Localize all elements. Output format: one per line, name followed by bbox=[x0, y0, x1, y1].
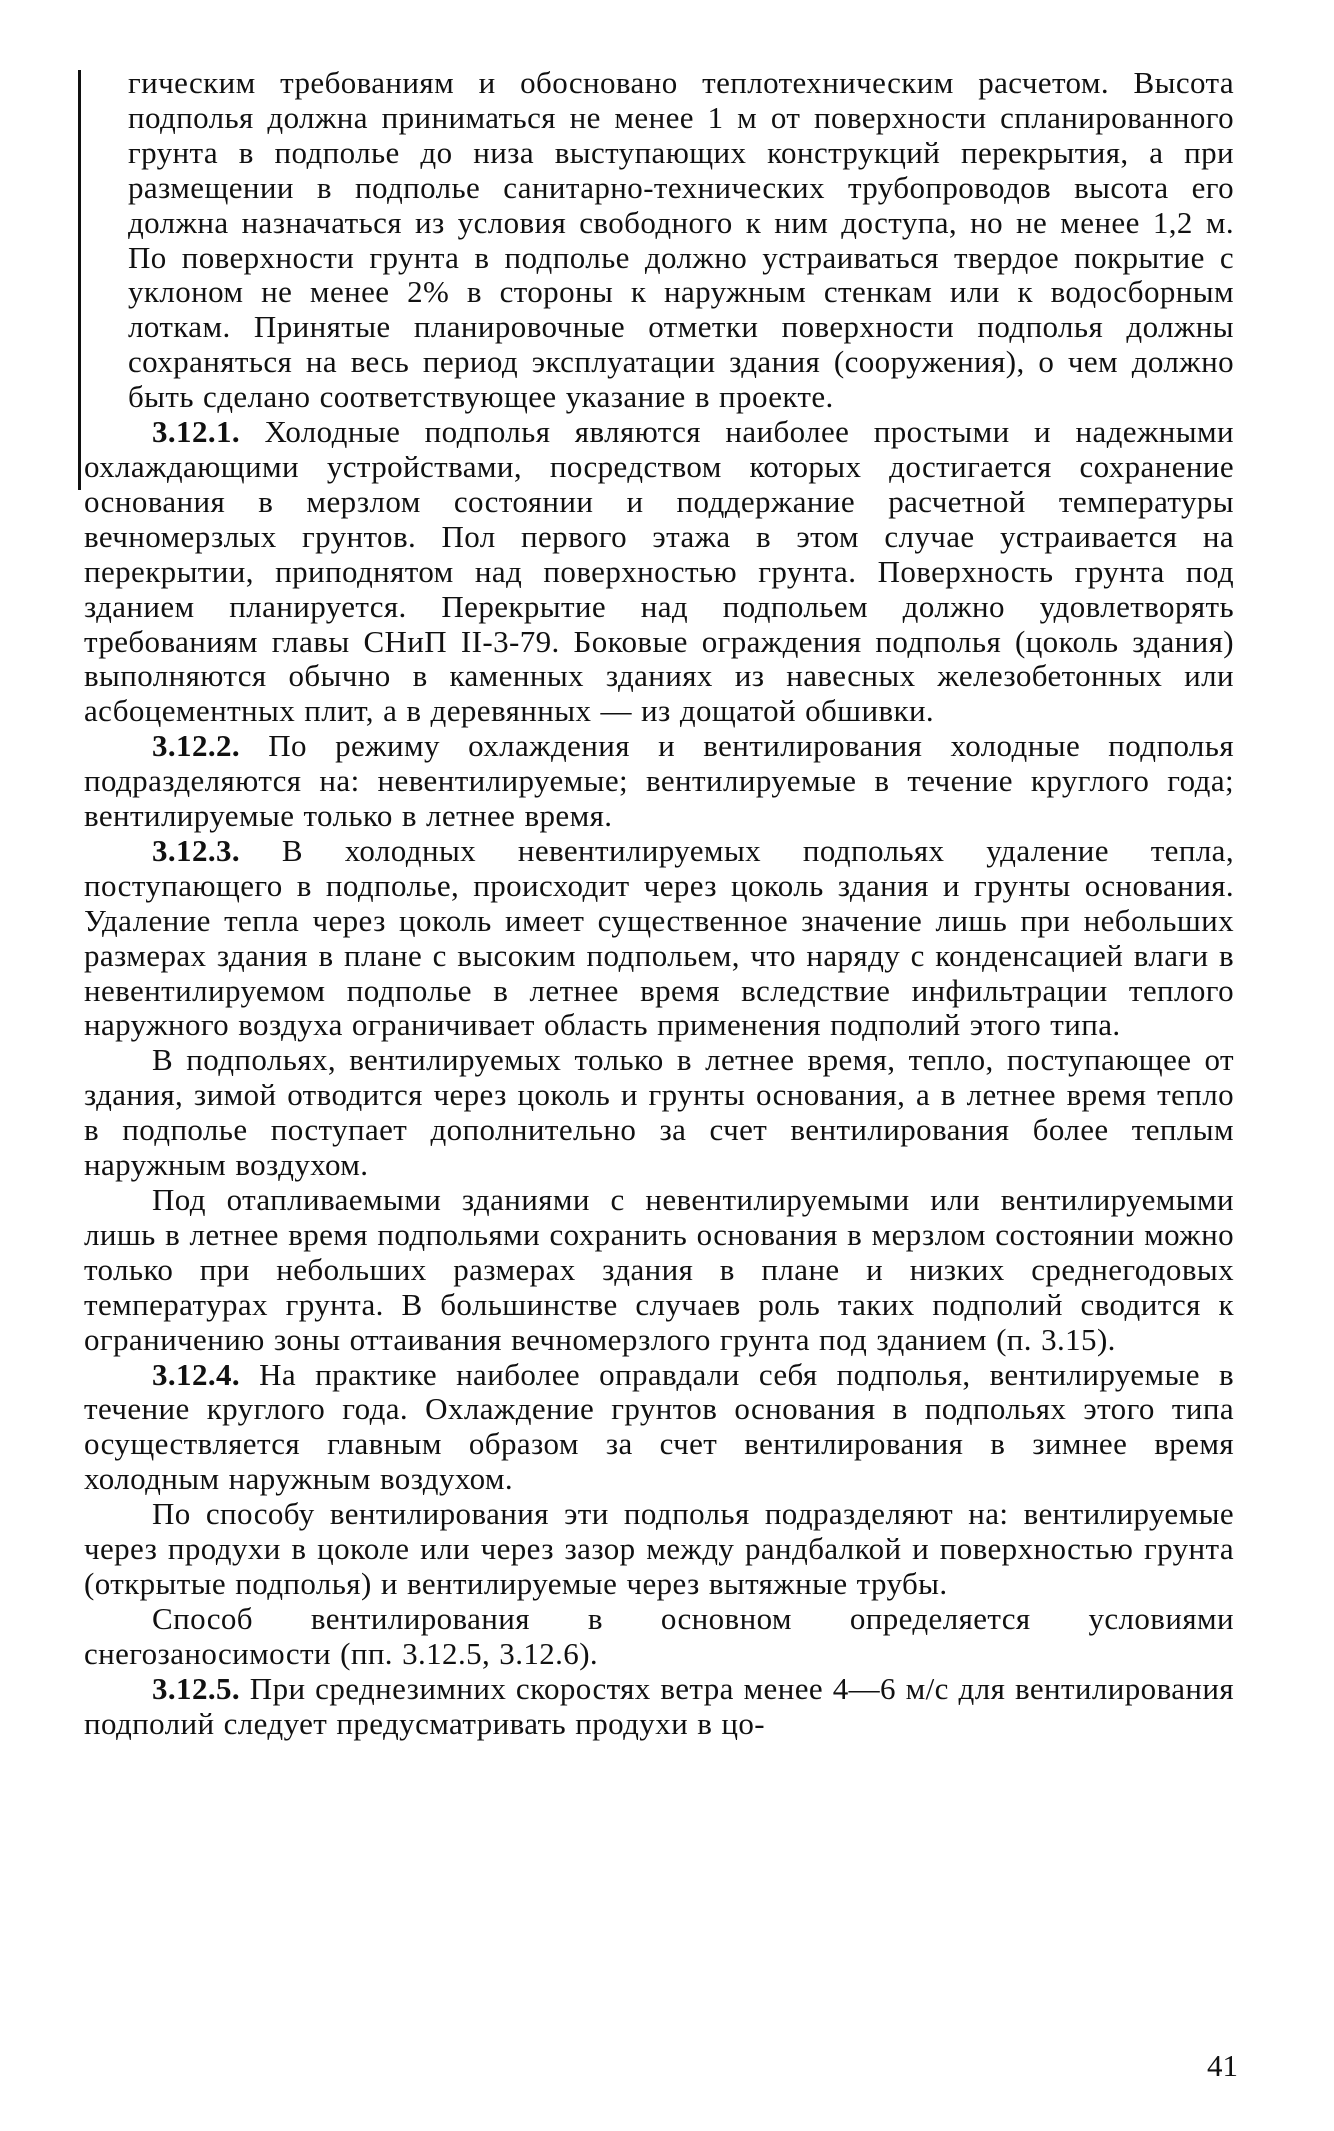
paragraph-continuation bbox=[84, 66, 1234, 415]
change-bar bbox=[78, 70, 81, 490]
paragraph bbox=[84, 1602, 1234, 1672]
clause-number: 3.12.4. bbox=[152, 1356, 241, 1392]
paragraph-text: гическим требованиям и обосновано теплотехническим расчетом. Высота подполья должна приниматься не менее 1 м от поверхности спланированного грунта в подполье до низа выступающих конструкций перекрытия, а при размещении в подполье санитарно-технических трубопроводов высота его должна назначаться из условия свободного к ним доступа, но не менее 1,2 м. По поверхности грунта в подполье должно устраиваться твердое покрытие с уклоном не менее 2% в стороны к наружным стенкам или к водосборным лоткам. Принятые планировочные отметки поверхности подполья должны сохраняться на весь период эксплуатации здания (сооружения), о чем должно быть сделано соответствующее указание в проекте. bbox=[128, 65, 1234, 415]
paragraph-3-12-4 bbox=[84, 1358, 1234, 1498]
paragraph-text: Под отапливаемыми зданиями с невентилируемыми или вентилируемыми лишь в летнее время подпольями сохранить основания в мерзлом состоянии можно только при небольших размерах здания в плане и низких среднегодовых температурах грунта. В большинстве случаев роль таких подполий сводится к ограничению зоны оттаивания вечномерзлого грунта под зданием (п. 3.15). bbox=[84, 1182, 1234, 1357]
paragraph-text: Способ вентилирования в основном определяется условиями снегозаносимости (пп. 3.12.5, 3.12.6). bbox=[84, 1600, 1234, 1671]
paragraph bbox=[84, 1183, 1234, 1358]
paragraph-text: При среднезимних скоростях ветра менее 4—6 м/с для вентилирования подполий следует предусматривать продухи в цо- bbox=[84, 1670, 1234, 1741]
paragraph-text: По способу вентилирования эти подполья подразделяют на: вентилируемые через продухи в цоколе или через зазор между рандбалкой и поверхностью грунта (открытые подполья) и вентилируемые через вытяжные трубы. bbox=[84, 1496, 1234, 1601]
paragraph bbox=[84, 1497, 1234, 1602]
paragraph-3-12-3 bbox=[84, 834, 1234, 1043]
body-text bbox=[84, 66, 1234, 1742]
paragraph bbox=[84, 1043, 1234, 1183]
paragraph-text: В холодных невентилируемых подпольях удаление тепла, поступающего в подполье, происходит через цоколь здания и грунты основания. Удаление тепла через цоколь имеет существенное значение лишь при небольших размерах здания в плане с высоким подпольем, что наряду с конденсацией влаги в невентилируемом подполье в летнее время вследствие инфильтрации теплого наружного воздуха ограничивает область применения подполий этого типа. bbox=[84, 832, 1234, 1043]
paragraph-text: По режиму охлаждения и вентилирования холодные подполья подразделяются на: невентилируемые; вентилируемые в течение круглого года; вентилируемые только в летнее время. bbox=[84, 728, 1234, 834]
paragraph-3-12-2 bbox=[84, 729, 1234, 834]
paragraph-3-12-5 bbox=[84, 1672, 1234, 1742]
paragraph-text: На практике наиболее оправдали себя подполья, вентилируемые в течение круглого года. Охлаждение грунтов основания в подпольях этого типа осуществляется главным образом за счет вентилирования в зимнее время холодным наружным воздухом. bbox=[84, 1356, 1235, 1497]
page-number: 41 bbox=[1207, 2048, 1238, 2083]
clause-number: 3.12.5. bbox=[152, 1670, 241, 1706]
clause-number: 3.12.1. bbox=[152, 414, 241, 450]
paragraph-text: Холодные подполья являются наиболее простыми и надежными охлаждающими устройствами, посредством которых достигается сохранение основания в мерзлом состоянии и поддержание расчетной температуры вечномерзлых грунтов. Пол первого этажа в этом случае устраивается на перекрытии, приподнятом над поверхностью грунта. Поверхность грунта под зданием планируется. Перекрытие над подпольем должно удовлетворять требованиям главы СНиП II-3-79. Боковые ограждения подполья (цоколь здания) выполняются обычно в каменных зданиях из навесных железобетонных или асбоцементных плит, а в деревянных — из дощатой обшивки. bbox=[84, 414, 1234, 729]
paragraph-text: В подпольях, вентилируемых только в летнее время, тепло, поступающее от здания, зимой отводится через цоколь и грунты основания, а в летнее время тепло в подполье поступает дополнительно за счет вентилирования более теплым наружным воздухом. bbox=[84, 1042, 1234, 1183]
clause-number: 3.12.3. bbox=[152, 832, 241, 868]
clause-number: 3.12.2. bbox=[152, 728, 241, 764]
paragraph-3-12-1 bbox=[84, 415, 1234, 729]
